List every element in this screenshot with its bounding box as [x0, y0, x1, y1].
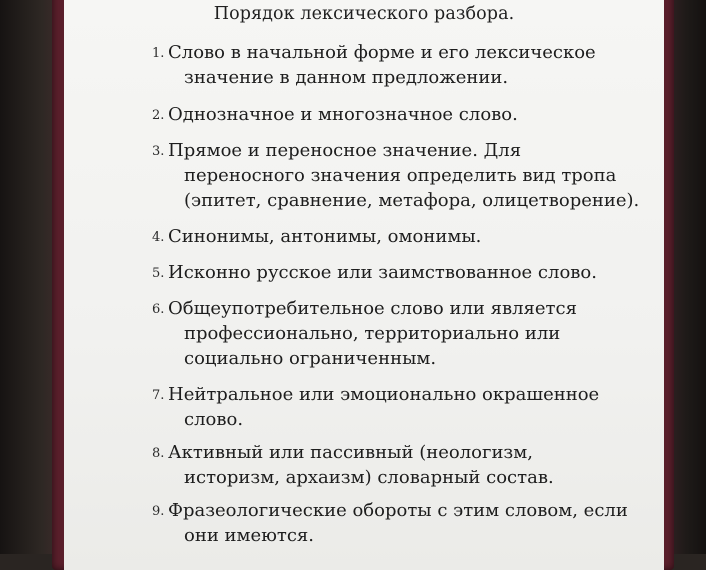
item-text: социально ограниченным. [184, 348, 437, 369]
list-item [152, 260, 658, 285]
item-text: Активный или пассивный (неологизм, [168, 442, 533, 463]
item-text: слово. [184, 409, 244, 430]
item-text: Однозначное и многозначное слово. [168, 104, 518, 125]
list-item [152, 224, 658, 249]
list-item [152, 296, 658, 371]
item-text: историзм, архаизм) словарный состав. [184, 467, 554, 488]
item-number: 7. [152, 388, 165, 403]
list-item [152, 440, 658, 490]
list-item [152, 138, 658, 213]
item-number: 5. [152, 266, 165, 281]
item-text: Синонимы, антонимы, омонимы. [168, 226, 482, 247]
background-left [0, 0, 60, 554]
item-text: Общеупотребительное слово или является [168, 298, 577, 319]
item-number: 2. [152, 108, 165, 123]
list-item [152, 40, 658, 90]
item-text: Нейтральное или эмоционально окрашенное [168, 384, 600, 405]
item-number: 8. [152, 446, 165, 461]
list-item [152, 382, 658, 432]
item-text: они имеются. [184, 525, 314, 546]
item-text: Прямое и переносное значение. Для [168, 140, 522, 161]
item-text: Слово в начальной форме и его лексическое [168, 42, 596, 63]
item-number: 1. [152, 46, 165, 61]
item-number: 3. [152, 144, 165, 159]
item-text: Исконно русское или заимствованное слово. [168, 262, 597, 283]
item-number: 9. [152, 504, 165, 519]
item-text: профессионально, территориально или [184, 323, 561, 344]
item-text: переносного значения определить вид тропа [184, 165, 617, 186]
document-sheet [64, 0, 664, 570]
document-title: Порядок лексического разбора. [213, 4, 515, 24]
item-number: 4. [152, 230, 165, 245]
poster-paper [64, 0, 664, 570]
list-item [152, 102, 658, 127]
item-text: (эпитет, сравнение, метафора, олицетворение). [184, 190, 640, 211]
list-item [152, 498, 658, 548]
item-text: Фразеологические обороты с этим словом, если [168, 500, 628, 521]
item-number: 6. [152, 302, 165, 317]
item-text: значение в данном предложении. [184, 67, 509, 88]
